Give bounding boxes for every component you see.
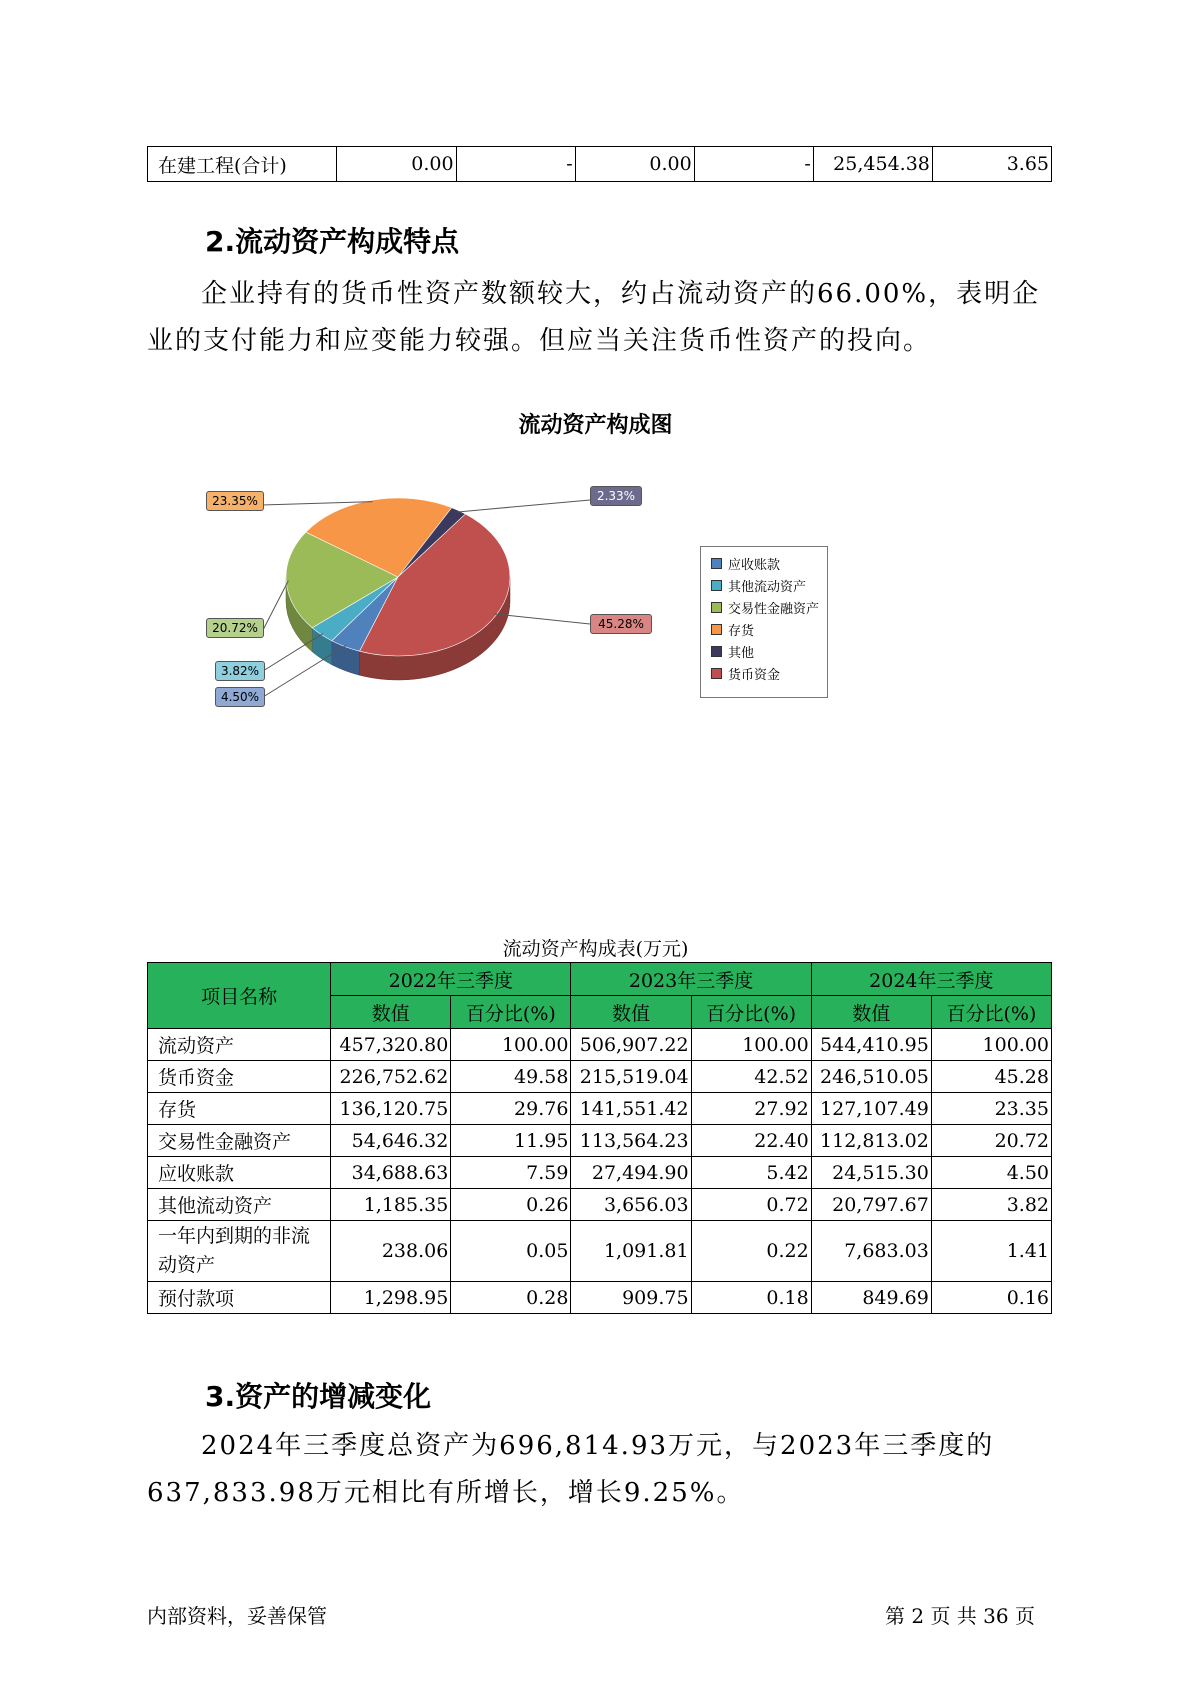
header-value: 数值 <box>811 996 931 1029</box>
cell-value: 457,320.80 <box>331 1029 451 1061</box>
slice-label-other: 2.33% <box>590 486 642 506</box>
header-item: 项目名称 <box>148 963 331 1029</box>
row-label: 交易性金融资产 <box>148 1125 331 1157</box>
current-assets-table <box>147 962 1052 1314</box>
legend-item <box>711 645 754 663</box>
cell-value: 25,454.38 <box>813 147 932 182</box>
cell-percent: 42.52 <box>691 1061 811 1093</box>
row-label: 预付款项 <box>148 1282 331 1314</box>
cell-percent: 0.28 <box>451 1282 571 1314</box>
header-value: 数值 <box>571 996 691 1029</box>
cell-percent: 0.22 <box>691 1221 811 1282</box>
cell-value: 27,494.90 <box>571 1157 691 1189</box>
cell-percent: 0.26 <box>451 1189 571 1221</box>
row-label: 在建工程(合计) <box>148 147 337 182</box>
cell-value: 506,907.22 <box>571 1029 691 1061</box>
cell-percent: 0.72 <box>691 1189 811 1221</box>
legend-swatch <box>711 668 722 679</box>
chart-legend <box>700 546 828 698</box>
row-label: 其他流动资产 <box>148 1189 331 1221</box>
cell-percent: 0.16 <box>931 1282 1051 1314</box>
cell-percent: 11.95 <box>451 1125 571 1157</box>
table-row <box>148 147 1052 182</box>
cell-value: 238.06 <box>331 1221 451 1282</box>
legend-item <box>711 601 819 619</box>
section-paragraph: 企业持有的货币性资产数额较大，约占流动资产的66.00%，表明企业的支付能力和应变能力较强。但应当关注货币性资产的投向。 <box>147 279 1041 356</box>
cell-percent: 3.82 <box>931 1189 1051 1221</box>
cell-value: 849.69 <box>811 1282 931 1314</box>
legend-item <box>711 579 806 597</box>
cell-value: 112,813.02 <box>811 1125 931 1157</box>
cell-percent: 1.41 <box>931 1221 1051 1282</box>
cell-value: 1,298.95 <box>331 1282 451 1314</box>
section-heading: 2.流动资产构成特点 <box>205 225 460 258</box>
cell-value: 34,688.63 <box>331 1157 451 1189</box>
continuation-table <box>147 146 1052 182</box>
cell-percent: 7.59 <box>451 1157 571 1189</box>
cell-value: 24,515.30 <box>811 1157 931 1189</box>
legend-swatch <box>711 558 722 569</box>
row-label: 流动资产 <box>148 1029 331 1061</box>
legend-label: 交易性金融资产 <box>728 602 820 617</box>
cell-percent: 4.50 <box>931 1157 1051 1189</box>
row-label: 货币资金 <box>148 1061 331 1093</box>
table-header-row <box>148 963 1052 996</box>
header-pct: 百分比(%) <box>691 996 811 1029</box>
table-row <box>148 1282 1052 1314</box>
table-body <box>148 1029 1052 1314</box>
cell-value: 127,107.49 <box>811 1093 931 1125</box>
cell-percent: 27.92 <box>691 1093 811 1125</box>
cell-value: 544,410.95 <box>811 1029 931 1061</box>
header-pct: 百分比(%) <box>451 996 571 1029</box>
header-year: 2023年三季度 <box>571 963 811 996</box>
page-number: 第 2 页 共 36 页 <box>885 1604 1035 1628</box>
legend-swatch <box>711 646 722 657</box>
table-row <box>148 1029 1052 1061</box>
cell-percent: 45.28 <box>931 1061 1051 1093</box>
slice-label-receivable: 4.50% <box>215 687 265 707</box>
slice-label-trading: 20.72% <box>206 618 264 638</box>
legend-item <box>711 623 754 641</box>
cell-value: 141,551.42 <box>571 1093 691 1125</box>
leader-line-receivable <box>263 645 346 697</box>
slice-label-cash: 45.28% <box>590 614 652 634</box>
cell-value: - <box>456 147 575 182</box>
cell-percent: 49.58 <box>451 1061 571 1093</box>
cell-percent: 29.76 <box>451 1093 571 1125</box>
table-row <box>148 1125 1052 1157</box>
cell-value: 215,519.04 <box>571 1061 691 1093</box>
legend-label: 存货 <box>728 624 755 639</box>
cell-value: - <box>694 147 813 182</box>
leader-line-other <box>458 500 590 512</box>
cell-percent: 22.40 <box>691 1125 811 1157</box>
table-row <box>148 1157 1052 1189</box>
cell-value: 3.65 <box>932 147 1051 182</box>
table-row <box>148 1189 1052 1221</box>
legend-label: 应收账款 <box>728 558 781 573</box>
chart-title: 流动资产构成图 <box>518 413 673 438</box>
leader-line-trading <box>262 581 288 632</box>
row-label: 一年内到期的非流动资产 <box>148 1221 331 1282</box>
legend-swatch <box>711 580 722 591</box>
legend-label: 其他流动资产 <box>728 580 807 595</box>
cell-value: 909.75 <box>571 1282 691 1314</box>
slice-label-other-current: 3.82% <box>215 661 265 681</box>
cell-percent: 23.35 <box>931 1093 1051 1125</box>
cell-value: 0.00 <box>337 147 456 182</box>
legend-swatch <box>711 602 722 613</box>
cell-percent: 100.00 <box>931 1029 1051 1061</box>
leader-line-cash <box>494 614 590 624</box>
cell-value: 54,646.32 <box>331 1125 451 1157</box>
cell-value: 113,564.23 <box>571 1125 691 1157</box>
slice-label-stock: 23.35% <box>206 491 264 511</box>
header-year: 2022年三季度 <box>331 963 571 996</box>
cell-value: 1,091.81 <box>571 1221 691 1282</box>
cell-value: 3,656.03 <box>571 1189 691 1221</box>
cell-value: 226,752.62 <box>331 1061 451 1093</box>
table-caption: 流动资产构成表(万元) <box>502 938 689 960</box>
cell-value: 246,510.05 <box>811 1061 931 1093</box>
legend-swatch <box>711 624 722 635</box>
legend-label: 货币资金 <box>728 668 781 683</box>
cell-value: 7,683.03 <box>811 1221 931 1282</box>
footer-note: 内部资料，妥善保管 <box>147 1604 327 1628</box>
cell-value: 20,797.67 <box>811 1189 931 1221</box>
table-row <box>148 1061 1052 1093</box>
cell-percent: 5.42 <box>691 1157 811 1189</box>
header-pct: 百分比(%) <box>931 996 1051 1029</box>
pie-top <box>286 498 510 656</box>
row-label: 存货 <box>148 1093 331 1125</box>
cell-percent: 20.72 <box>931 1125 1051 1157</box>
header-value: 数值 <box>331 996 451 1029</box>
table-row <box>148 1221 1052 1282</box>
cell-percent: 100.00 <box>451 1029 571 1061</box>
table-row <box>148 1093 1052 1125</box>
cell-value: 136,120.75 <box>331 1093 451 1125</box>
cell-percent: 100.00 <box>691 1029 811 1061</box>
legend-item <box>711 557 780 575</box>
cell-value: 1,185.35 <box>331 1189 451 1221</box>
cell-percent: 0.18 <box>691 1282 811 1314</box>
section-heading: 3.资产的增减变化 <box>205 1380 432 1413</box>
cell-value: 0.00 <box>575 147 694 182</box>
cell-percent: 0.05 <box>451 1221 571 1282</box>
section-paragraph: 2024年三季度总资产为696,814.93万元，与2023年三季度的637,833.98万元相比有所增长，增长9.25%。 <box>147 1431 995 1508</box>
legend-label: 其他 <box>728 646 755 661</box>
header-year: 2024年三季度 <box>811 963 1051 996</box>
row-label: 应收账款 <box>148 1157 331 1189</box>
legend-item <box>711 667 780 685</box>
